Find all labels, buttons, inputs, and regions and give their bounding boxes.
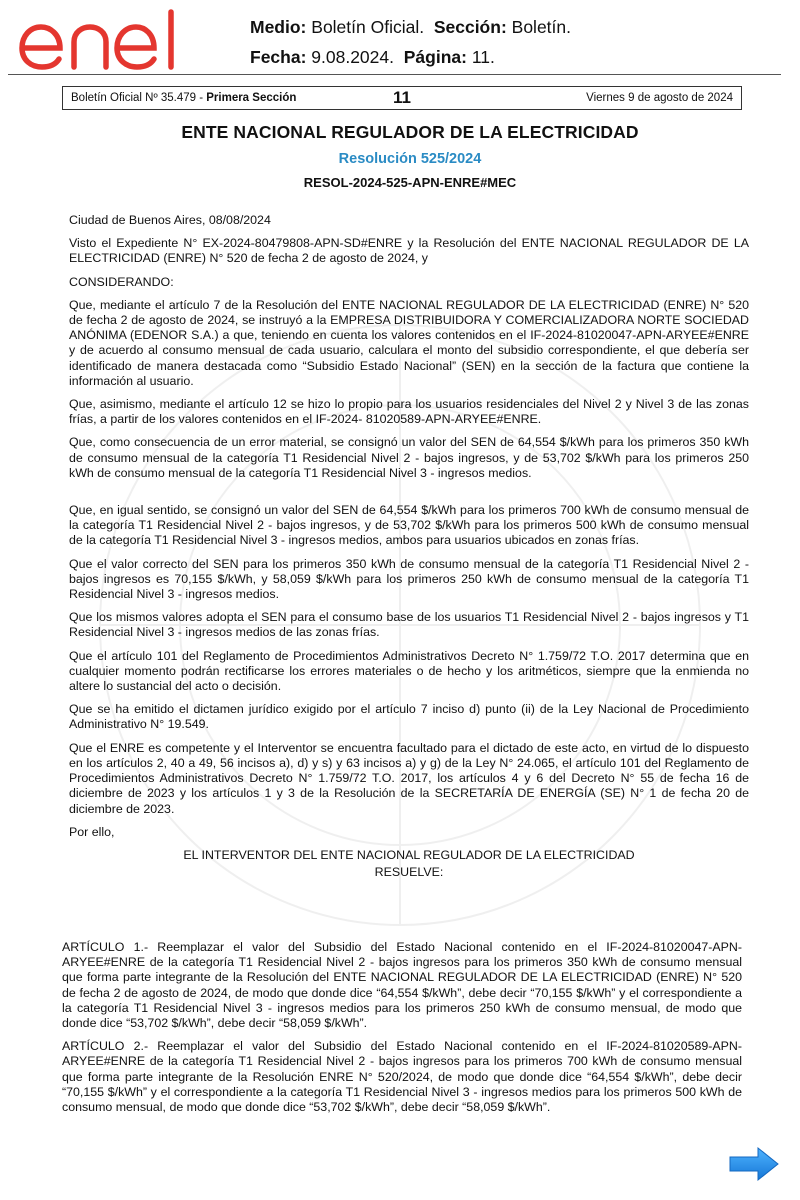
por-ello: Por ello, [69, 824, 115, 839]
document-title-block [62, 122, 758, 190]
resolve-heading-line-1: EL INTERVENTOR DEL ENTE NACIONAL REGULADOR DE LA ELECTRICIDAD [183, 847, 635, 862]
bulletin-section: Primera Sección [206, 92, 297, 104]
enel-logo-graphic [16, 8, 184, 70]
visto-paragraph: Visto el Expediente N° EX-2024-80479808-APN-SD#ENRE y la Resolución del ENTE NACIONAL REGULADOR DE LA ELECTRICIDAD (ENRE) N° 520 de fecha 2 de agosto de 2024, y [69, 236, 749, 266]
clipping-line-2 [250, 42, 571, 72]
next-page-button[interactable] [728, 1146, 780, 1182]
arrow-right-icon [728, 1146, 780, 1182]
header-divider [8, 74, 781, 75]
resolution-code: RESOL-2024-525-APN-ENRE#MEC [303, 175, 517, 190]
medio-label: Medio: [250, 17, 307, 37]
considerando-paragraph: Que, en igual sentido, se consignó un valor del SEN de 64,554 $/kWh para los primeros 700 kWh de consumo mensual de la categoría T1 Residencial Nivel 2 - bajos ingresos, y de 53,702 $/kWh para los primeros 500 kWh de consumo mensual de la categoría T1 Residencial Nivel 3 - ingresos medios, ambos para usuarios ubicados en zonas frías. [69, 503, 749, 548]
bulletin-header [62, 86, 742, 110]
considerando-paragraph: Que los mismos valores adopta el SEN para el consumo base de los usuarios T1 Residencial Nivel 2 - bajos ingresos y T1 Residencial Nivel 3 - ingresos medios de las zonas frías. [69, 610, 749, 640]
clipping-line-1 [250, 12, 571, 42]
articles-section [62, 940, 742, 1123]
considerando-heading: CONSIDERANDO: [69, 274, 174, 289]
pagina-label: Página: [403, 47, 467, 67]
document-body [69, 213, 749, 880]
fecha-value: 9.08.2024. [311, 47, 394, 67]
resolve-heading-line-2: RESUELVE: [374, 865, 444, 880]
fecha-label: Fecha: [250, 47, 307, 67]
enel-logo [16, 8, 184, 70]
pagina-value: 11. [471, 47, 495, 67]
considerando-paragraph: Que, mediante el artículo 7 de la Resolución del ENTE NACIONAL REGULADOR DE LA ELECTRICIDAD (ENRE) N° 520 de fecha 2 de agosto de 2024, se instruyó a la EMPRESA DISTRIBUIDORA Y COMERCIALIZADORA NORTE SOCIEDAD ANÓNIMA (EDENOR S.A.) a que, teniendo en cuenta los valores contenidos en el IF-2024-81020047-APN-ARYEE#ENRE y de acuerdo al consumo mensual de cada usuario, calculara el monto del subsidio correspondiente, el que debería ser identificado de manera destacada como “Subsidio Estado Nacional” (SEN) en la sección de la factura que contiene la información al usuario. [69, 297, 749, 388]
considerando-paragraph: Que se ha emitido el dictamen jurídico exigido por el artículo 7 inciso d) punto (ii) de la Ley Nacional de Procedimiento Administrativo N° 19.549. [69, 702, 749, 732]
bulletin-page-number: 11 [393, 88, 411, 107]
considerando-paragraph: Que el ENRE es competente y el Interventor se encuentra facultado para el dictado de este acto, en virtud de lo dispuesto en los artículos 2, 40 a 49, 56 incisos a), d) y s) y 63 incisos a) y g) de la Ley N° 24.065, el artículo 101 del Reglamento de Procedimientos Administrativos Decreto N° 1.759/72 T.O. 2017, los artículos 4 y 6 del Decreto N° 55 de fecha 16 de diciembre de 2023 y los artículos 1 y 3 de la Resolución de la SECRETARÍA DE ENERGÍA (SE) N° 1 de fecha 20 de diciembre de 2023. [69, 740, 749, 816]
seccion-label: Sección: [433, 17, 507, 37]
considerando-paragraph: Que, como consecuencia de un error material, se consignó un valor del SEN de 64,554 $/kWh para los primeros 350 kWh de consumo mensual de la categoría T1 Residencial Nivel 2 - bajos ingresos, y de 53,702 $/kWh para los primeros 250 kWh de consumo mensual de la categoría T1 Residencial Nivel 3 - ingresos medios. [69, 435, 749, 480]
clipping-metadata [250, 12, 571, 72]
article-2: ARTÍCULO 2.- Reemplazar el valor del Subsidio del Estado Nacional contenido en el IF-2024-81020589-APN-ARYEE#ENRE de la categoría T1 Residencial Nivel 2 - bajos ingresos para los primeros 700 kWh de consumo mensual que forma parte integrante de la Resolución ENRE N° 520/2024, de modo que donde dice “64,554 $/kWh”, debe decir “70,155 $/kWh” y el correspondiente a la categoría T1 Residencial Nivel 3 - ingresos medios para los primeros 500 kWh de consumo mensual, de modo que donde dice “53,702 $/kWh”, debe decir “58,059 $/kWh”. [62, 1039, 742, 1115]
place-date: Ciudad de Buenos Aires, 08/08/2024 [69, 213, 271, 227]
medio-value: Boletín Oficial. [311, 17, 425, 37]
considerando-paragraph: Que el valor correcto del SEN para los primeros 350 kWh de consumo mensual de la categoría T1 Residencial Nivel 2 - bajos ingresos es 70,155 $/kWh, y 58,059 $/kWh para los primeros 250 kWh de consumo mensual de la categoría T1 Residencial Nivel 3 - ingresos medios. [69, 556, 749, 602]
bulletin-issue-number: Boletín Oficial Nº 35.479 - [71, 92, 207, 104]
article-1: ARTÍCULO 1.- Reemplazar el valor del Subsidio del Estado Nacional contenido en el IF-2024-81020047-APN-ARYEE#ENRE de la categoría T1 Residencial Nivel 2 - bajos ingresos para los primeros 350 kWh de consumo mensual que forma parte integrante de la Resolución del ENTE NACIONAL REGULADOR DE LA ELECTRICIDAD (ENRE) N° 520 de fecha 2 de agosto de 2024, de modo que donde dice “64,554 $/kWh”, debe decir “70,155 $/kWh” y el correspondiente a la categoría T1 Residencial Nivel 3 - ingresos medios para los primeros 250 kWh de consumo mensual, de modo que donde dice “53,702 $/kWh”, debe decir “58,059 $/kWh”. [62, 940, 742, 1031]
considerando-paragraph: Que el artículo 101 del Reglamento de Procedimientos Administrativos Decreto N° 1.759/72 T.O. 2017 determina que en cualquier momento podrán rectificarse los errores materiales o de hecho y los aritméticos, siempre que la enmienda no altere lo sustancial del acto o decisión. [69, 648, 749, 694]
seccion-value: Boletín. [511, 17, 572, 37]
considerando-paragraph: Que, asimismo, mediante el artículo 12 se hizo lo propio para los usuarios residenciales del Nivel 2 y Nivel 3 de las zonas frías, a partir de los valores contenidos en el IF-2024- 81020589-APN-ARYEE#ENRE. [69, 397, 749, 427]
resolution-title: Resolución 525/2024 [338, 151, 482, 167]
entity-title: ENTE NACIONAL REGULADOR DE LA ELECTRICIDAD [181, 122, 639, 142]
bulletin-date: Viernes 9 de agosto de 2024 [586, 92, 733, 104]
